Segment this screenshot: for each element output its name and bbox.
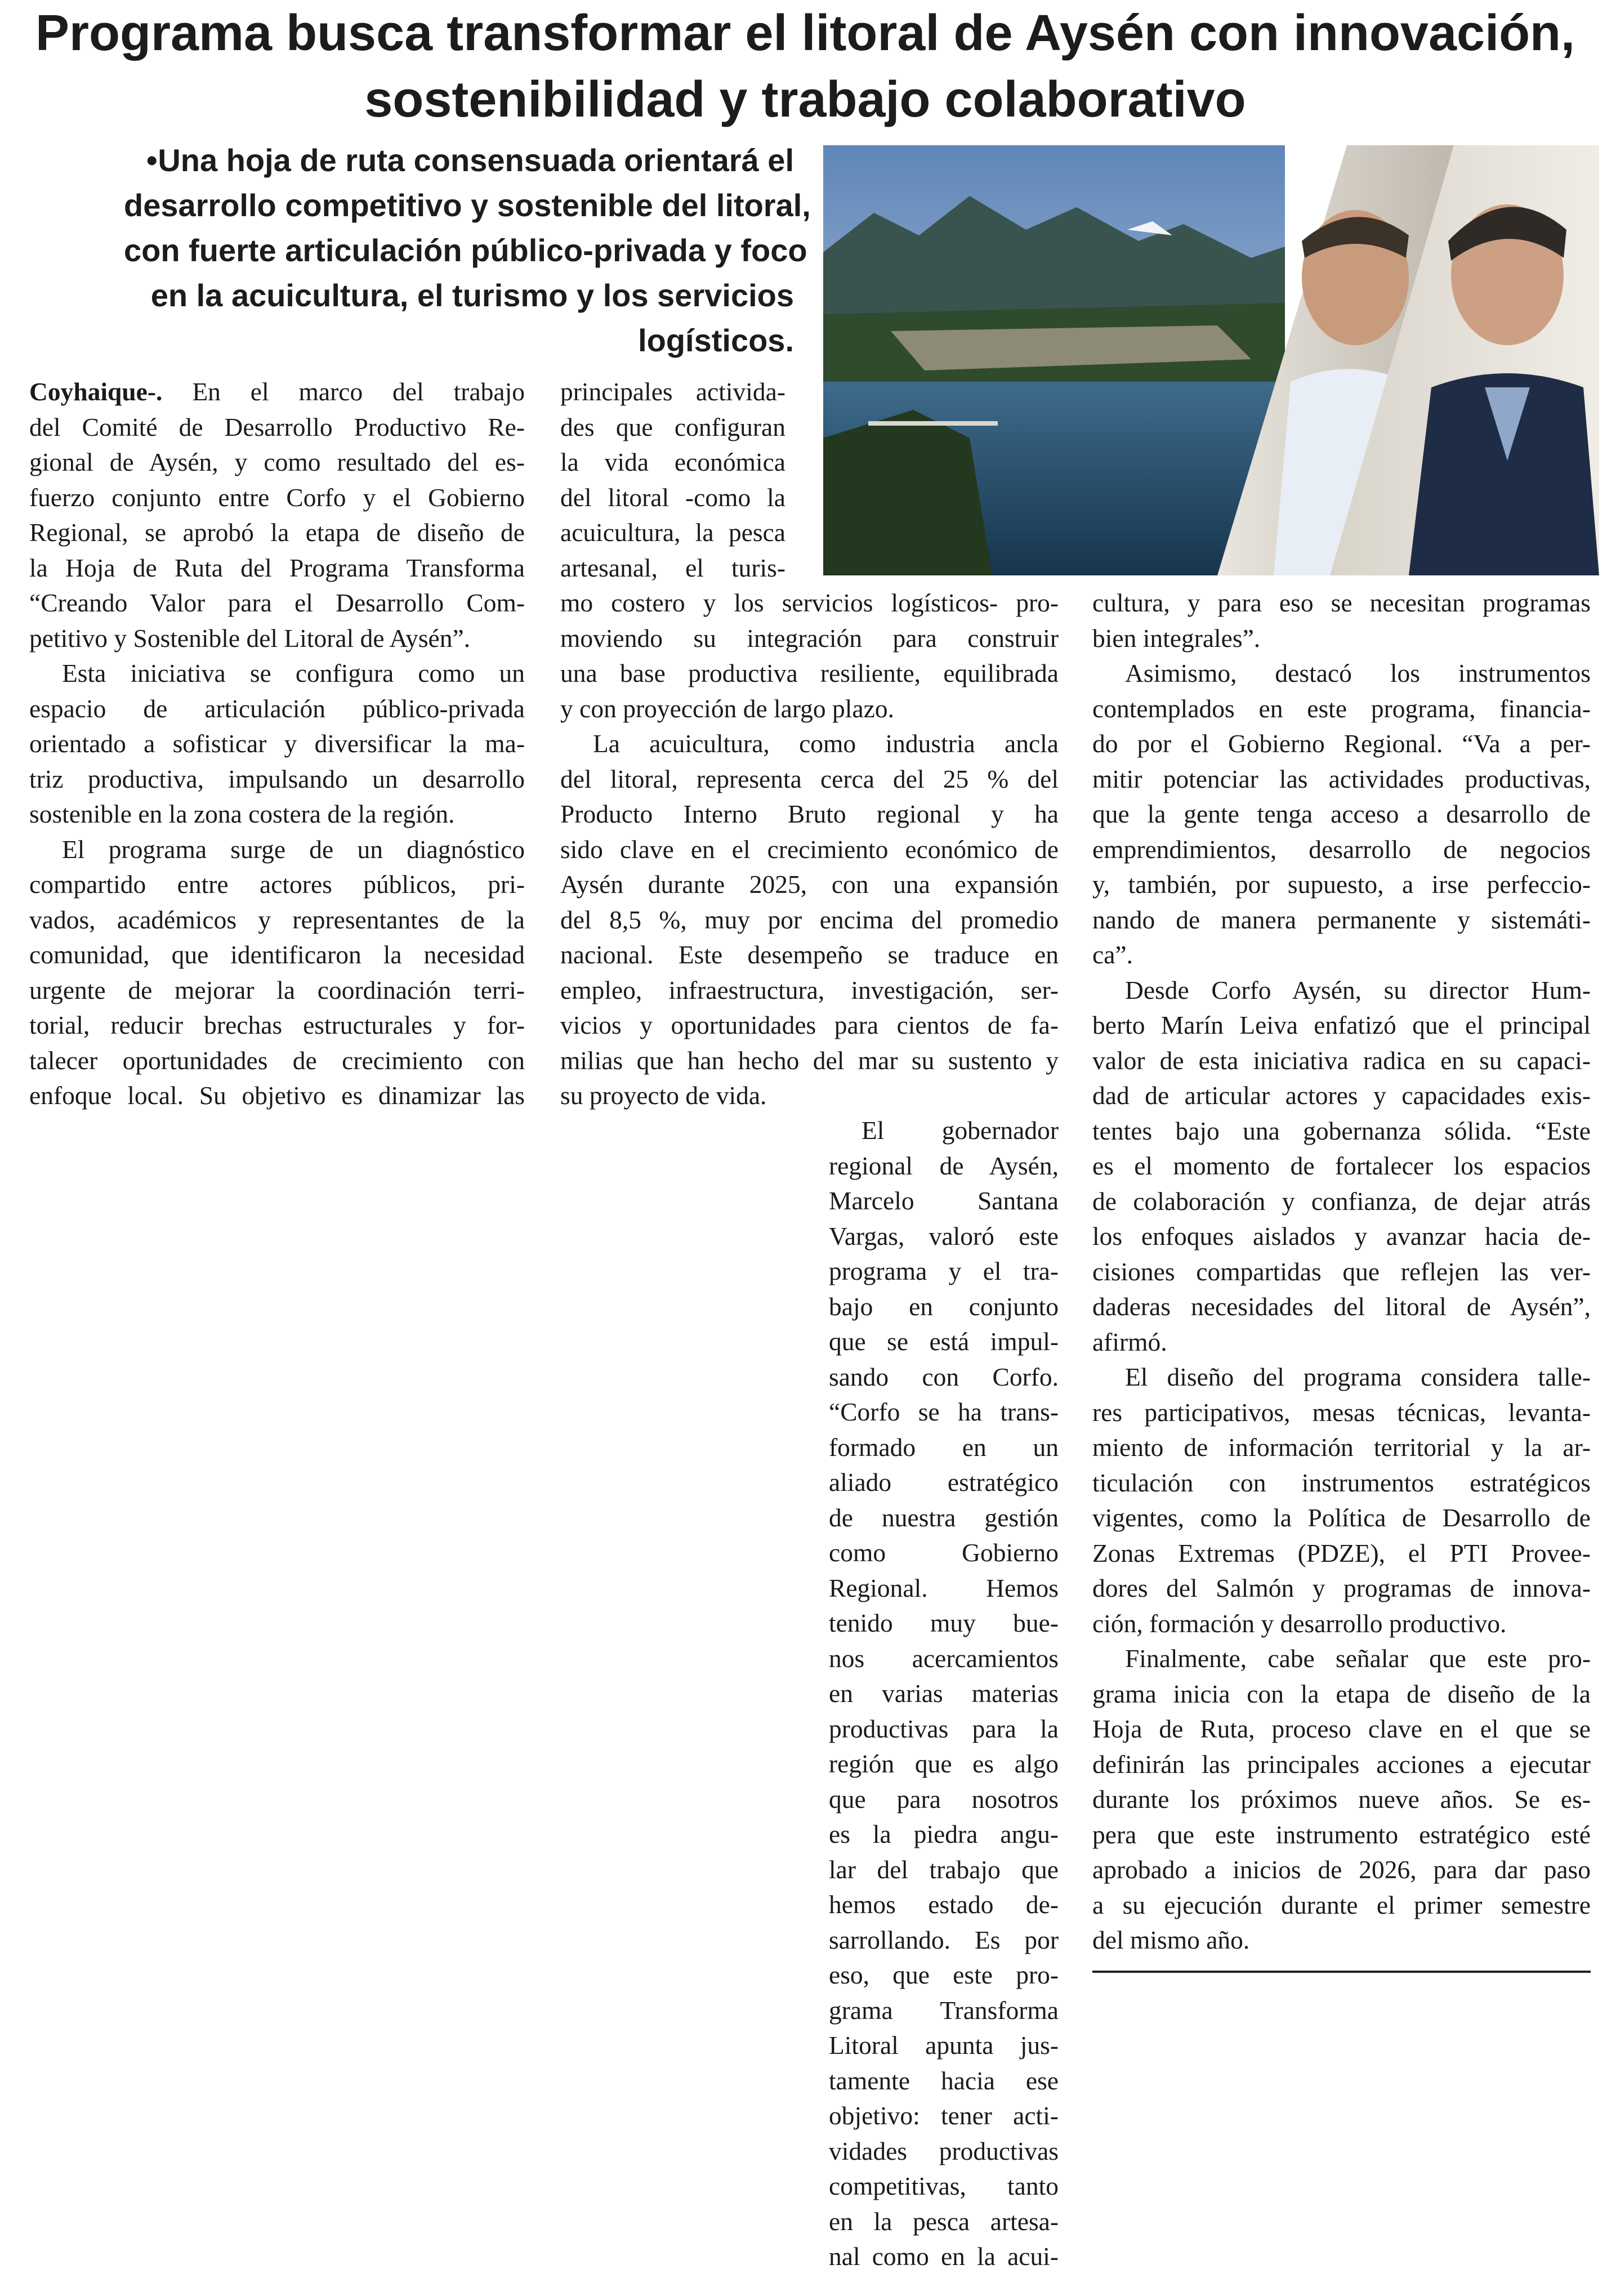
text-line: los enfoques aislados y avanzar hacia de- — [1092, 1222, 1591, 1250]
landscape-and-portraits-photo — [823, 145, 1599, 575]
text-line: mitir potenciar las actividades productivas, — [1092, 764, 1591, 793]
text-line: El diseño del programa considera talle- — [1125, 1363, 1591, 1391]
headline — [23, 0, 1588, 133]
text-line: vados, académicos y representantes de la — [29, 905, 525, 934]
text-line: pera que este instrumento estratégico esté — [1092, 1820, 1591, 1849]
photo-illustration — [823, 145, 1599, 575]
text-line: una base productiva resiliente, equilibrada — [560, 659, 1059, 687]
text-line: Hoja de Ruta, proceso clave en el que se — [1092, 1714, 1591, 1743]
headline-line-1: Programa busca transformar el litoral de Aysén con innovación, — [35, 5, 1575, 61]
text-line: principales activida- — [560, 377, 785, 406]
text-line: del 8,5 %, muy por encima del promedio — [560, 905, 1059, 934]
text-line: hemos estado de- — [829, 1890, 1059, 1919]
text-line: Litoral apunta jus- — [829, 2031, 1059, 2060]
text-line: Finalmente, cabe señalar que este pro- — [1125, 1644, 1591, 1673]
text-line: su proyecto de vida. — [560, 1081, 767, 1110]
text-line: do por el Gobierno Regional. “Va a per- — [1092, 729, 1591, 758]
text-line: es el momento de fortalecer los espacios — [1092, 1151, 1591, 1180]
text-line: dad de articular actores y capacidades exis- — [1092, 1081, 1591, 1110]
text-line: contemplados en este programa, financia- — [1092, 694, 1591, 723]
text-line: la Hoja de Ruta del Programa Transforma — [29, 553, 525, 582]
text-line: vigentes, como la Política de Desarrollo de — [1092, 1503, 1591, 1532]
text-line: la vida económica — [560, 448, 785, 476]
text-line: lar del trabajo que — [829, 1855, 1059, 1884]
text-line: afirmó. — [1092, 1327, 1167, 1356]
deck — [124, 138, 811, 363]
column-2 — [560, 586, 1059, 1114]
text-line: res participativos, mesas técnicas, levanta- — [1092, 1397, 1591, 1427]
text-line: Zonas Extremas (PDZE), el PTI Provee- — [1092, 1538, 1591, 1567]
text-line: formado en un — [829, 1432, 1059, 1462]
text-line: definirán las principales acciones a ejecutar — [1092, 1749, 1591, 1779]
text-line: grama inicia con la etapa de diseño de la — [1092, 1679, 1591, 1708]
text-line: en varias materias — [829, 1679, 1059, 1708]
text-line: artesanal, el turis- — [560, 553, 785, 582]
text-line: El gobernador — [861, 1116, 1059, 1145]
text-line: cisiones compartidas que reflejen las ver- — [1092, 1257, 1591, 1286]
text-line: acuicultura, la pesca — [560, 518, 785, 547]
text-line: que la gente tenga acceso a desarrollo de — [1092, 799, 1591, 828]
text-line: de colaboración y confianza, de dejar atrás — [1092, 1186, 1591, 1216]
text-line: competitivas, tanto — [829, 2172, 1059, 2200]
text-line: compartido entre actores públicos, pri- — [29, 870, 525, 899]
text-line: del mismo año. — [1092, 1926, 1250, 1954]
deck-line: con fuerte articulación público-privada y foco — [124, 233, 807, 268]
text-line: triz productiva, impulsando un desarrollo — [29, 764, 525, 793]
text-fragment: En el marco del trabajo — [162, 377, 525, 406]
text-line: enfoque local. Su objetivo es dinamizar las — [29, 1081, 525, 1110]
text-line: Esta iniciativa se configura como un — [62, 659, 525, 687]
text-line: espacio de articulación público-privada — [29, 694, 525, 723]
text-line: Regional. Hemos — [829, 1573, 1059, 1602]
text-line: vicios y oportunidades para cientos de fa- — [560, 1011, 1059, 1039]
deck-bullet: • — [146, 142, 158, 178]
text-line: y con proyección de largo plazo. — [560, 694, 894, 723]
text-line: valor de esta iniciativa radica en su capaci- — [1092, 1046, 1591, 1075]
text-line: nacional. Este desempeño se traduce en — [560, 940, 1059, 969]
text-line: aprobado a inicios de 2026, para dar paso — [1092, 1855, 1591, 1884]
text-line: a su ejecución durante el primer semestre — [1092, 1890, 1591, 1919]
text-line: Regional, se aprobó la etapa de diseño de — [29, 518, 525, 547]
text-line: aliado estratégico — [829, 1468, 1059, 1497]
text-line: y, también, por supuesto, a irse perfeccio- — [1092, 870, 1591, 899]
text-line: eso, que este pro- — [829, 1960, 1059, 1989]
text-line: torial, reducir brechas estructurales y for- — [29, 1011, 525, 1039]
text-line: moviendo su integración para construir — [560, 623, 1059, 653]
text-line: sido clave en el crecimiento económico de — [560, 834, 1059, 864]
text-line: des que configuran — [560, 412, 785, 441]
text-line: de nuestra gestión — [829, 1503, 1059, 1532]
text-line: ca”. — [1092, 940, 1133, 969]
text-line: cultura, y para eso se necesitan programas — [1092, 588, 1591, 617]
text-line: talecer oportunidades de crecimiento con — [29, 1046, 525, 1075]
text-line: tenido muy bue- — [829, 1609, 1059, 1637]
text-line: La acuicultura, como industria ancla — [593, 729, 1059, 758]
text-line: daderas necesidades del litoral de Aysén”, — [1092, 1292, 1591, 1321]
text-line: vidades productivas — [829, 2136, 1059, 2165]
text-line: tamente hacia ese — [829, 2066, 1059, 2095]
text-line: durante los próximos nueve años. Se es- — [1092, 1785, 1591, 1813]
text-line: orientado a sofisticar y diversificar la ma- — [29, 729, 525, 758]
text-line: sando con Corfo. — [829, 1362, 1059, 1391]
text-line: comunidad, que identificaron la necesidad — [29, 940, 525, 969]
text-line: petitivo y Sostenible del Litoral de Aysén”. — [29, 623, 471, 653]
text-line: Aysén durante 2025, con una expansión — [560, 870, 1059, 899]
text-line: que se está impul- — [829, 1327, 1059, 1356]
text-line: ticulación con instrumentos estratégicos — [1092, 1468, 1591, 1497]
text-line: fuerzo conjunto entre Corfo y el Gobierno — [29, 483, 525, 512]
text-line: regional de Aysén, — [829, 1151, 1059, 1180]
text-line: bajo en conjunto — [829, 1292, 1059, 1321]
column-3 — [829, 1113, 1059, 2275]
column-2-top — [560, 374, 785, 586]
text-line: del Comité de Desarrollo Productivo Re- — [29, 412, 525, 441]
text-line: nando de manera permanente y sistemáti- — [1092, 905, 1591, 934]
text-line: que para nosotros — [829, 1784, 1059, 1813]
text-line: Marcelo Santana — [829, 1186, 1059, 1215]
text-line: mo costero y los servicios logísticos- pro- — [560, 588, 1059, 617]
text-line: emprendimientos, desarrollo de negocios — [1092, 834, 1591, 864]
column-1 — [29, 374, 525, 1114]
text-line: empleo, infraestructura, investigación, ser- — [560, 975, 1059, 1004]
text-line: “Corfo se ha trans- — [829, 1397, 1059, 1426]
text-line: tentes bajo una gobernanza sólida. “Este — [1092, 1116, 1591, 1145]
dateline: Coyhaique-. — [29, 377, 163, 406]
text-line: objetivo: tener acti- — [829, 2101, 1059, 2130]
deck-line: en la acuicultura, el turismo y los servicios — [150, 278, 794, 313]
text-line: región que es algo — [829, 1749, 1059, 1778]
deck-line: Una hoja de ruta consensuada orientará el — [158, 142, 794, 178]
text-line: como Gobierno — [829, 1538, 1059, 1567]
deck-line: desarrollo competitivo y sostenible del litoral, — [124, 187, 811, 223]
text-line: bien integrales”. — [1092, 623, 1261, 653]
text-line: gional de Aysén, y como resultado del es- — [29, 448, 525, 476]
end-rule — [1092, 1971, 1591, 1973]
text-line: nal como en la acui- — [829, 2242, 1059, 2271]
text-line: ción, formación y desarrollo productivo. — [1092, 1609, 1507, 1638]
text-line: milias que han hecho del mar su sustento y — [560, 1046, 1059, 1075]
text-line: es la piedra angu- — [829, 1820, 1059, 1848]
text-line — [29, 374, 525, 410]
column-4 — [1092, 586, 1591, 1958]
deck-line: logísticos. — [638, 323, 794, 358]
text-line: Vargas, valoró este — [829, 1221, 1059, 1250]
headline-line-2: sostenibilidad y trabajo colaborativo — [364, 72, 1246, 128]
text-line: sarrollando. Es por — [829, 1925, 1059, 1954]
text-line: urgente de mejorar la coordinación terri- — [29, 975, 525, 1004]
text-line: Producto Interno Bruto regional y ha — [560, 799, 1059, 828]
text-line: Asimismo, destacó los instrumentos — [1125, 659, 1591, 687]
text-line: sostenible en la zona costera de la región. — [29, 799, 455, 828]
text-line: del litoral, representa cerca del 25 % del — [560, 764, 1059, 793]
text-line: El programa surge de un diagnóstico — [62, 834, 525, 864]
text-line: berto Marín Leiva enfatizó que el principal — [1092, 1011, 1591, 1039]
text-line: Desde Corfo Aysén, su director Hum- — [1125, 975, 1591, 1004]
text-line: productivas para la — [829, 1714, 1059, 1743]
text-line: nos acercamientos — [829, 1643, 1059, 1673]
text-line: del litoral -como la — [560, 483, 785, 512]
text-line: dores del Salmón y programas de innova- — [1092, 1574, 1591, 1602]
text-line: “Creando Valor para el Desarrollo Com- — [29, 588, 525, 617]
text-line: en la pesca artesa- — [829, 2206, 1059, 2236]
text-line: grama Transforma — [829, 1995, 1059, 2025]
text-line: programa y el tra- — [829, 1257, 1059, 1285]
text-line: miento de información territorial y la ar- — [1092, 1433, 1591, 1462]
